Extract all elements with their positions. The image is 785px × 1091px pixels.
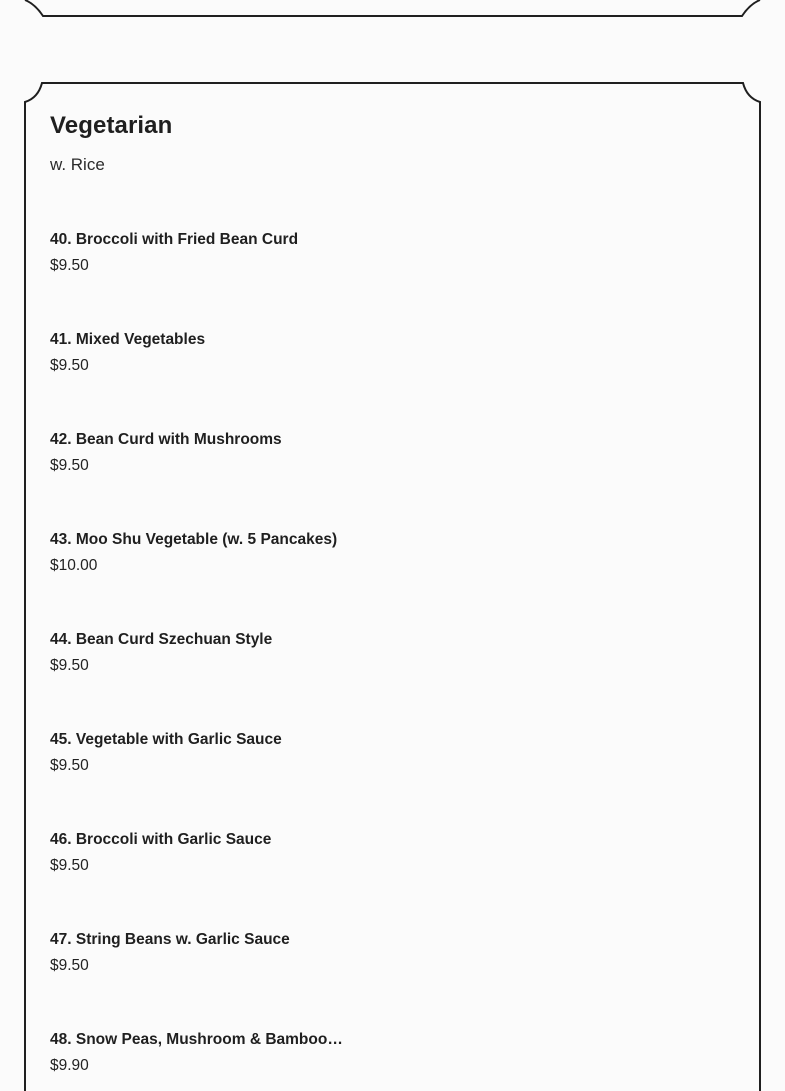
- menu-item-price: $9.90: [50, 1057, 89, 1074]
- menu-item[interactable]: [50, 830, 730, 876]
- menu-item[interactable]: [50, 1030, 730, 1076]
- menu-item-price: $9.50: [50, 657, 89, 674]
- menu-item-name: 40. Broccoli with Fried Bean Curd: [50, 231, 299, 248]
- menu-item[interactable]: [50, 930, 730, 976]
- menu-item-name: 43. Moo Shu Vegetable (w. 5 Pancakes): [50, 531, 338, 548]
- menu-item-name: 48. Snow Peas, Mushroom & Bamboo…: [50, 1031, 343, 1048]
- menu-item[interactable]: [50, 230, 730, 276]
- menu-item-price: $9.50: [50, 357, 89, 374]
- previous-card-frame: [0, 0, 785, 30]
- menu-item-name: 44. Bean Curd Szechuan Style: [50, 631, 273, 648]
- menu-item-name: 41. Mixed Vegetables: [50, 331, 206, 348]
- menu-item[interactable]: [50, 430, 730, 476]
- section-subtitle: w. Rice: [50, 155, 105, 174]
- menu-item-price: $9.50: [50, 957, 89, 974]
- menu-item-price: $9.50: [50, 457, 89, 474]
- menu-item-name: 47. String Beans w. Garlic Sauce: [50, 931, 290, 948]
- menu-item-name: 45. Vegetable with Garlic Sauce: [50, 731, 282, 748]
- menu-item[interactable]: [50, 330, 730, 376]
- menu-item-name: 42. Bean Curd with Mushrooms: [50, 431, 282, 448]
- vegetarian-section-header: [50, 110, 730, 176]
- section-title: Vegetarian: [50, 112, 173, 139]
- menu-item[interactable]: [50, 530, 730, 576]
- menu-item-price: $9.50: [50, 257, 89, 274]
- menu-item-price: $9.50: [50, 757, 89, 774]
- menu-item-price: $10.00: [50, 557, 98, 574]
- menu-item-price: $9.50: [50, 857, 89, 874]
- menu-item-name: 46. Broccoli with Garlic Sauce: [50, 831, 272, 848]
- menu-item[interactable]: [50, 630, 730, 676]
- menu-item[interactable]: [50, 730, 730, 776]
